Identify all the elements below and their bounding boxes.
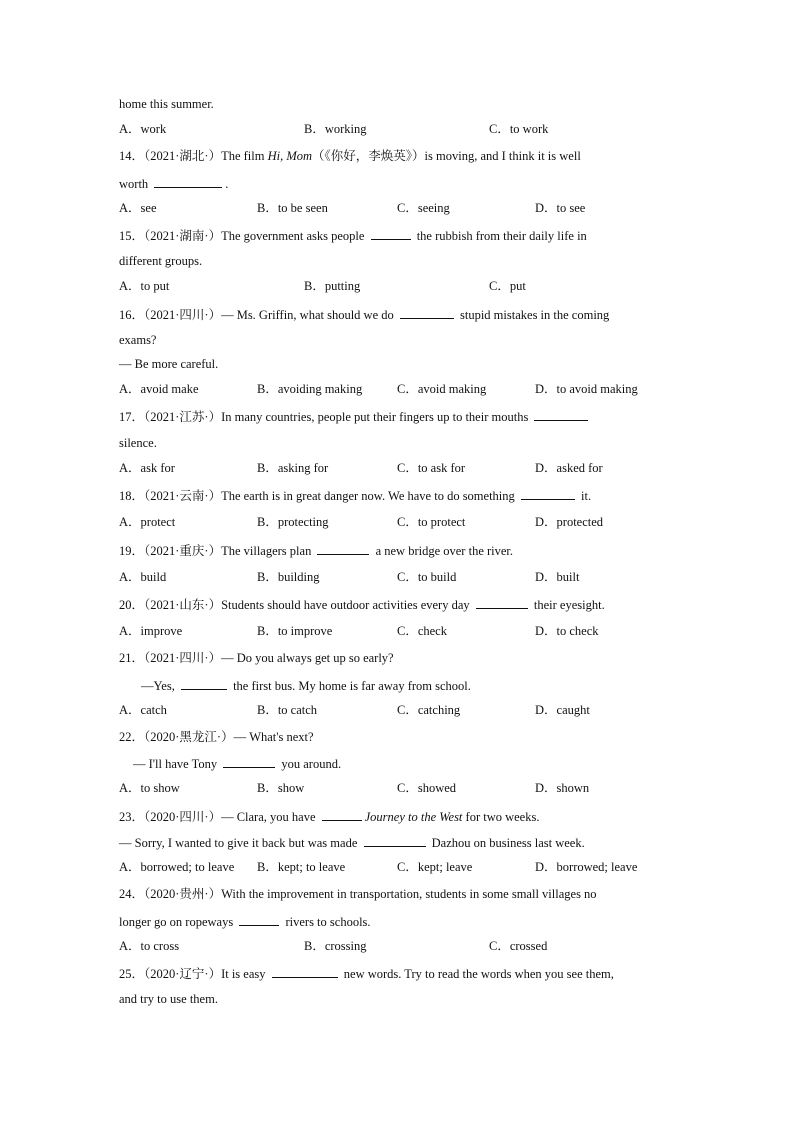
q17-option-c[interactable]: C．to ask for <box>397 461 466 475</box>
q19-option-d[interactable]: D．built <box>535 570 580 584</box>
q14-option-d[interactable]: D．to see <box>535 201 586 215</box>
q23-option-d[interactable]: D．borrowed; leave <box>535 860 638 874</box>
q18-blank[interactable] <box>521 487 575 500</box>
q16-option-b[interactable]: B．avoiding making <box>257 382 363 396</box>
q18-option-c[interactable]: C．to protect <box>397 515 466 529</box>
q17-stem-text: 17．（2021·江苏·）In many countries, people put their fingers up to their mouths <box>119 410 532 424</box>
q19-option-b[interactable]: B．building <box>257 570 320 584</box>
q22-option-a[interactable]: A．to show <box>119 781 180 795</box>
q23-stem-line2 <box>119 834 585 851</box>
q19-stem-text: 19．（2021·重庆·）The villagers plan <box>119 544 315 558</box>
q14-stem-rest: （《你好，李焕英》）is moving, and I think it is well <box>312 149 581 163</box>
q21-option-a[interactable]: A．catch <box>119 703 167 717</box>
q20-option-d[interactable]: D．to check <box>535 624 599 638</box>
q13-option-c[interactable]: C．to work <box>489 122 549 136</box>
q19-option-c[interactable]: C．to build <box>397 570 457 584</box>
q16-option-d[interactable]: D．to avoid making <box>535 382 638 396</box>
q19-stem-rest: a new bridge over the river. <box>372 544 514 558</box>
q16-stem-text: 16．（2021·四川·）— Ms. Griffin, what should we do <box>119 308 397 322</box>
q20-stem-text: 20．（2021·山东·）Students should have outdoor activities every day <box>119 598 473 612</box>
q22-option-d[interactable]: D．shown <box>535 781 590 795</box>
q18-stem-line1 <box>119 487 591 504</box>
q25-stem-line2: and try to use them. <box>119 992 218 1006</box>
q14-option-b[interactable]: B．to be seen <box>257 201 328 215</box>
q19-blank[interactable] <box>317 542 369 555</box>
q23-option-c[interactable]: C．kept; leave <box>397 860 473 874</box>
q16-option-c[interactable]: C．avoid making <box>397 382 487 396</box>
q24-stem-line1: 24．（2020·贵州·）With the improvement in transportation, students in some small villages no <box>119 887 597 901</box>
q14-option-a[interactable]: A．see <box>119 201 157 215</box>
q14-stem-text: worth <box>119 177 152 191</box>
q23-stem-line1 <box>119 808 539 825</box>
q16-stem-line1 <box>119 306 609 323</box>
q21-option-d[interactable]: D．caught <box>535 703 590 717</box>
q17-stem-line2: silence. <box>119 436 157 450</box>
q20-option-c[interactable]: C．check <box>397 624 447 638</box>
q24-option-a[interactable]: A．to cross <box>119 939 180 953</box>
q17-stem-line1 <box>119 408 591 425</box>
q14-blank[interactable] <box>154 175 222 188</box>
q15-option-a[interactable]: A．to put <box>119 279 170 293</box>
q16-stem-line2: exams? <box>119 333 157 347</box>
q21-option-c[interactable]: C．catching <box>397 703 461 717</box>
q18-option-d[interactable]: D．protected <box>535 515 604 529</box>
q15-blank[interactable] <box>371 227 411 240</box>
q17-option-b[interactable]: B．asking for <box>257 461 329 475</box>
q14-prefix: 14．（2021·湖北·）The film <box>119 149 268 163</box>
q24-option-b[interactable]: B．crossing <box>304 939 367 953</box>
q22-stem-rest: you around. <box>278 757 342 771</box>
q15-stem-line2: different groups. <box>119 254 203 268</box>
q18-stem-rest: it. <box>577 489 592 503</box>
q13-continuation: home this summer. <box>119 97 214 111</box>
q22-stem-text: — I'll have Tony <box>133 757 221 771</box>
q16-blank[interactable] <box>400 306 454 319</box>
q25-stem-line1 <box>119 965 614 982</box>
q14-film-title: Hi, Mom <box>267 149 313 163</box>
q15-stem-line1 <box>119 227 587 244</box>
q14-option-c[interactable]: C．seeing <box>397 201 450 215</box>
q23-option-a[interactable]: A．borrowed; to leave <box>119 860 235 874</box>
q24-option-c[interactable]: C．crossed <box>489 939 548 953</box>
q23-option-b[interactable]: B．kept; to leave <box>257 860 346 874</box>
q23-stem-rest: for two weeks. <box>462 810 540 824</box>
q23-reply-text: — Sorry, I wanted to give it back but was made <box>119 836 361 850</box>
q23-blank-2[interactable] <box>364 834 426 847</box>
q13-option-a[interactable]: A．work <box>119 122 167 136</box>
q17-option-a[interactable]: A．ask for <box>119 461 175 475</box>
q20-blank[interactable] <box>476 596 528 609</box>
q15-option-b[interactable]: B．putting <box>304 279 361 293</box>
q14-stem-end: . <box>225 177 229 191</box>
q22-stem-line1: 22．（2020·黑龙江·）— What's next? <box>119 730 314 744</box>
q14-stem-line1 <box>119 148 581 164</box>
q16-stem-rest: stupid mistakes in the coming <box>456 308 610 322</box>
q17-option-d[interactable]: D．asked for <box>535 461 603 475</box>
q23-stem-text: 23．（2020·四川·）— Clara, you have <box>119 810 319 824</box>
q20-option-a[interactable]: A．improve <box>119 624 183 638</box>
q19-option-a[interactable]: A．build <box>119 570 167 584</box>
q23-book-title: Journey to the West <box>364 810 463 824</box>
q25-blank[interactable] <box>272 965 338 978</box>
q13-option-b[interactable]: B．working <box>304 122 367 136</box>
q22-option-c[interactable]: C．showed <box>397 781 457 795</box>
q21-blank[interactable] <box>181 677 227 690</box>
q22-stem-line2 <box>133 755 341 772</box>
q25-stem-rest: new words. Try to read the words when you see them, <box>340 967 614 981</box>
q21-stem-line1: 21．（2021·四川·）— Do you always get up so early? <box>119 651 394 665</box>
q14-stem-line2 <box>119 175 228 192</box>
q24-stem-line2 <box>119 913 371 930</box>
q22-blank[interactable] <box>223 755 275 768</box>
q25-stem-text: 25．（2020·辽宁·）It is easy <box>119 967 269 981</box>
q21-option-b[interactable]: B．to catch <box>257 703 318 717</box>
q18-option-a[interactable]: A．protect <box>119 515 176 529</box>
q24-stem-rest: rivers to schools. <box>282 915 371 929</box>
q15-stem-text: 15．（2021·湖南·）The government asks people <box>119 229 368 243</box>
q24-stem-text: longer go on ropeways <box>119 915 237 929</box>
q19-stem-line1 <box>119 542 513 559</box>
q21-stem-rest: the first bus. My home is far away from school. <box>229 679 471 693</box>
q16-option-a[interactable]: A．avoid make <box>119 382 199 396</box>
q20-stem-rest: their eyesight. <box>530 598 605 612</box>
q21-stem-line2 <box>141 677 471 694</box>
q22-option-b[interactable]: B．show <box>257 781 305 795</box>
q16-stem-line3: — Be more careful. <box>119 357 219 371</box>
q15-stem-rest: the rubbish from their daily life in <box>413 229 587 243</box>
q23-reply-rest: Dazhou on business last week. <box>428 836 585 850</box>
q23-blank-1[interactable] <box>322 808 362 821</box>
q18-option-b[interactable]: B．protecting <box>257 515 329 529</box>
q20-option-b[interactable]: B．to improve <box>257 624 333 638</box>
q17-blank[interactable] <box>534 408 588 421</box>
q20-stem-line1 <box>119 596 605 613</box>
q18-stem-text: 18．（2021·云南·）The earth is in great danger now. We have to do something <box>119 489 518 503</box>
q15-option-c[interactable]: C．put <box>489 279 526 293</box>
q24-blank[interactable] <box>239 913 279 926</box>
q21-stem-text: —Yes, <box>141 679 178 693</box>
